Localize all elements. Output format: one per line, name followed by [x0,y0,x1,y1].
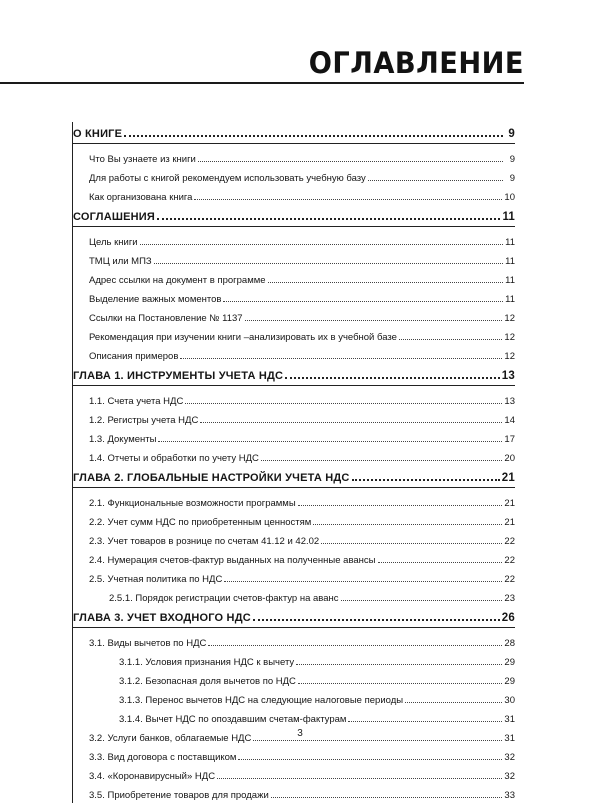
entry-title: 3.1. Виды вычетов по НДС [89,638,207,649]
dot-leader [157,218,500,220]
toc-line [119,695,515,706]
dot-leader [223,301,503,302]
dot-leader [158,441,502,442]
page-ref: 26 [501,612,515,624]
dot-leader [245,320,503,321]
entry-title: 1.1. Счета учета НДС [89,396,184,407]
toc-line [89,790,515,801]
table-of-contents [72,122,515,803]
entry-title: 3.2. Услуги банков, облагаемые НДС [89,733,252,744]
toc-line [73,128,515,140]
entry-title: 3.1.3. Перенос вычетов НДС на следующие налоговые периоды [119,695,404,706]
page-ref: 9 [509,154,515,165]
toc-line [89,415,515,426]
entry-title: 3.1.4. Вычет НДС по опоздавшим счетам-фактурам [119,714,347,725]
toc-entry[interactable] [73,651,515,670]
dot-leader [238,759,502,760]
entry-title: 3.1.1. Условия признания НДС к вычету [119,657,295,668]
page-ref: 31 [504,714,515,725]
toc-line [89,396,515,407]
dot-leader [224,581,502,582]
page-ref: 11 [502,211,515,223]
entry-title: Выделение важных моментов [89,294,222,305]
page-ref: 31 [504,733,515,744]
dot-leader [194,199,502,200]
toc-line [89,313,515,324]
page-title: ОГЛАВЛЕНИЕ [308,46,524,80]
page-ref: 12 [504,332,515,343]
page-ref: 28 [504,638,515,649]
toc-line [119,657,515,668]
toc-entry[interactable] [73,269,515,288]
entry-title: 3.3. Вид договора с поставщиком [89,752,237,763]
dot-leader [285,377,500,379]
entry-title: Рекомендация при изучении книги –анализировать их в учебной базе [89,332,397,343]
title-bar [0,38,524,84]
toc-entry[interactable] [73,492,515,511]
toc-entry[interactable] [73,186,515,205]
dot-leader [208,645,502,646]
entry-title: 3.1.2. Безопасная доля вычетов по НДС [119,676,296,687]
toc-entry[interactable] [73,250,515,269]
entry-title: 2.1. Функциональные возможности программы [89,498,296,509]
toc-entry[interactable] [73,632,515,651]
entry-title: 3.5. Приобретение товаров для продажи [89,790,269,801]
toc-line [73,370,515,382]
page-ref: 32 [504,771,515,782]
page-ref: 21 [501,472,515,484]
entry-title: ТМЦ или МПЗ [89,256,152,267]
chapter-title: ГЛАВА 1. ИНСТРУМЕНТЫ УЧЕТА НДС [73,370,284,382]
toc-entry[interactable] [73,447,515,466]
toc-entry[interactable] [73,326,515,345]
toc-chapter[interactable] [73,205,515,227]
toc-entry[interactable] [73,390,515,409]
entry-title: 1.3. Документы [89,434,157,445]
toc-line [89,256,515,267]
dot-leader [298,683,503,684]
entry-title: Как организована книга [89,192,193,203]
toc-line [89,294,515,305]
page-ref: 11 [505,275,515,286]
dot-leader [140,244,503,245]
toc-entry[interactable] [73,549,515,568]
toc-line [89,173,515,184]
dot-leader [399,339,502,340]
dot-leader [217,778,502,779]
entry-title: 1.2. Регистры учета НДС [89,415,199,426]
toc-line [89,498,515,509]
dot-leader [341,600,503,601]
page-ref: 13 [501,370,515,382]
page-ref: 17 [504,434,515,445]
toc-line [89,332,515,343]
toc-line [89,237,515,248]
entry-title: Цель книги [89,237,138,248]
dot-leader [124,135,503,137]
dot-leader [313,524,502,525]
page-ref: 21 [504,498,515,509]
entry-title: 2.2. Учет сумм НДС по приобретенным ценностям [89,517,312,528]
entry-title: 1.4. Отчеты и обработки по учету НДС [89,453,259,464]
toc-entry[interactable] [73,231,515,250]
dot-leader [200,422,502,423]
page-ref: 30 [504,695,515,706]
toc-line [89,771,515,782]
toc-entry[interactable] [73,345,515,364]
toc-line [73,612,515,624]
page-ref: 23 [504,593,515,604]
page-ref: 12 [504,351,515,362]
page-ref: 9 [508,128,515,140]
page-ref: 22 [504,574,515,585]
toc-entry[interactable] [73,670,515,689]
toc-entry[interactable] [73,746,515,765]
dot-leader [298,505,503,506]
toc-line [89,434,515,445]
dot-leader [296,664,502,665]
toc-chapter[interactable] [73,122,515,144]
entry-title: 3.4. «Коронавирусный» НДС [89,771,216,782]
chapter-title: ГЛАВА 2. ГЛОБАЛЬНЫЕ НАСТРОЙКИ УЧЕТА НДС [73,472,350,484]
toc-line [89,192,515,203]
dot-leader [348,721,502,722]
toc-line [89,752,515,763]
dot-leader [378,562,503,563]
dot-leader [261,460,503,461]
dot-leader [405,702,502,703]
toc-entry[interactable] [73,587,515,606]
toc-entry[interactable] [73,148,515,167]
toc-chapter[interactable] [73,606,515,628]
page-ref: 9 [509,173,515,184]
entry-title: Адрес ссылки на документ в программе [89,275,266,286]
page-number: 3 [297,728,303,739]
page-ref: 29 [504,657,515,668]
toc-line [89,555,515,566]
toc-line [89,536,515,547]
entry-title: 2.4. Нумерация счетов-фактур выданных на полученные авансы [89,555,376,566]
entry-title: 2.5.1. Порядок регистрации счетов-фактур на аванс [109,593,339,604]
entry-title: Ссылки на Постановление № 1137 [89,313,243,324]
toc-line [73,472,515,484]
toc-chapter[interactable] [73,364,515,386]
entry-title: Что Вы узнаете из книги [89,154,196,165]
page-ref: 13 [504,396,515,407]
toc-entry[interactable] [73,307,515,326]
page-ref: 32 [504,752,515,763]
dot-leader [253,619,500,621]
dot-leader [198,161,503,162]
toc-line [89,154,515,165]
toc-entry[interactable] [73,409,515,428]
toc-line [119,676,515,687]
toc-line [109,593,515,604]
toc-entry[interactable] [73,708,515,727]
chapter-title: СОГЛАШЕНИЯ [73,211,155,223]
toc-line [89,638,515,649]
entry-title: Описания примеров [89,351,179,362]
page-ref: 22 [504,555,515,566]
dot-leader [185,403,502,404]
page-ref: 21 [504,517,515,528]
page-ref: 12 [504,313,515,324]
page-ref: 11 [505,256,515,267]
toc-entry[interactable] [73,167,515,186]
toc-line [89,275,515,286]
toc-chapter[interactable] [73,466,515,488]
page-ref: 14 [504,415,515,426]
dot-leader [268,282,503,283]
dot-leader [253,740,502,741]
toc-entry[interactable] [73,784,515,803]
dot-leader [368,180,503,181]
page-ref: 33 [504,790,515,801]
dot-leader [352,479,500,481]
toc-entry[interactable] [73,288,515,307]
toc-line [89,574,515,585]
toc-line [73,211,515,223]
toc-line [89,517,515,528]
page-ref: 10 [504,192,515,203]
page-ref: 11 [505,294,515,305]
toc-entry[interactable] [73,428,515,447]
page-ref: 20 [504,453,515,464]
page-ref: 29 [504,676,515,687]
toc-entry[interactable] [73,568,515,587]
dot-leader [271,797,503,798]
toc-entry[interactable] [73,689,515,708]
dot-leader [180,358,502,359]
page-ref: 22 [504,536,515,547]
toc-line [89,453,515,464]
toc-entry[interactable] [73,530,515,549]
toc-line [119,714,515,725]
chapter-title: О КНИГЕ [73,128,123,140]
entry-title: 2.5. Учетная политика по НДС [89,574,223,585]
toc-entry[interactable] [73,765,515,784]
chapter-title: ГЛАВА 3. УЧЕТ ВХОДНОГО НДС [73,612,251,624]
page-ref: 11 [505,237,515,248]
dot-leader [321,543,502,544]
entry-title: 2.3. Учет товаров в рознице по счетам 41.12 и 42.02 [89,536,320,547]
dot-leader [154,263,503,264]
toc-entry[interactable] [73,511,515,530]
entry-title: Для работы с книгой рекомендуем использовать учебную базу [89,173,366,184]
toc-line [89,351,515,362]
